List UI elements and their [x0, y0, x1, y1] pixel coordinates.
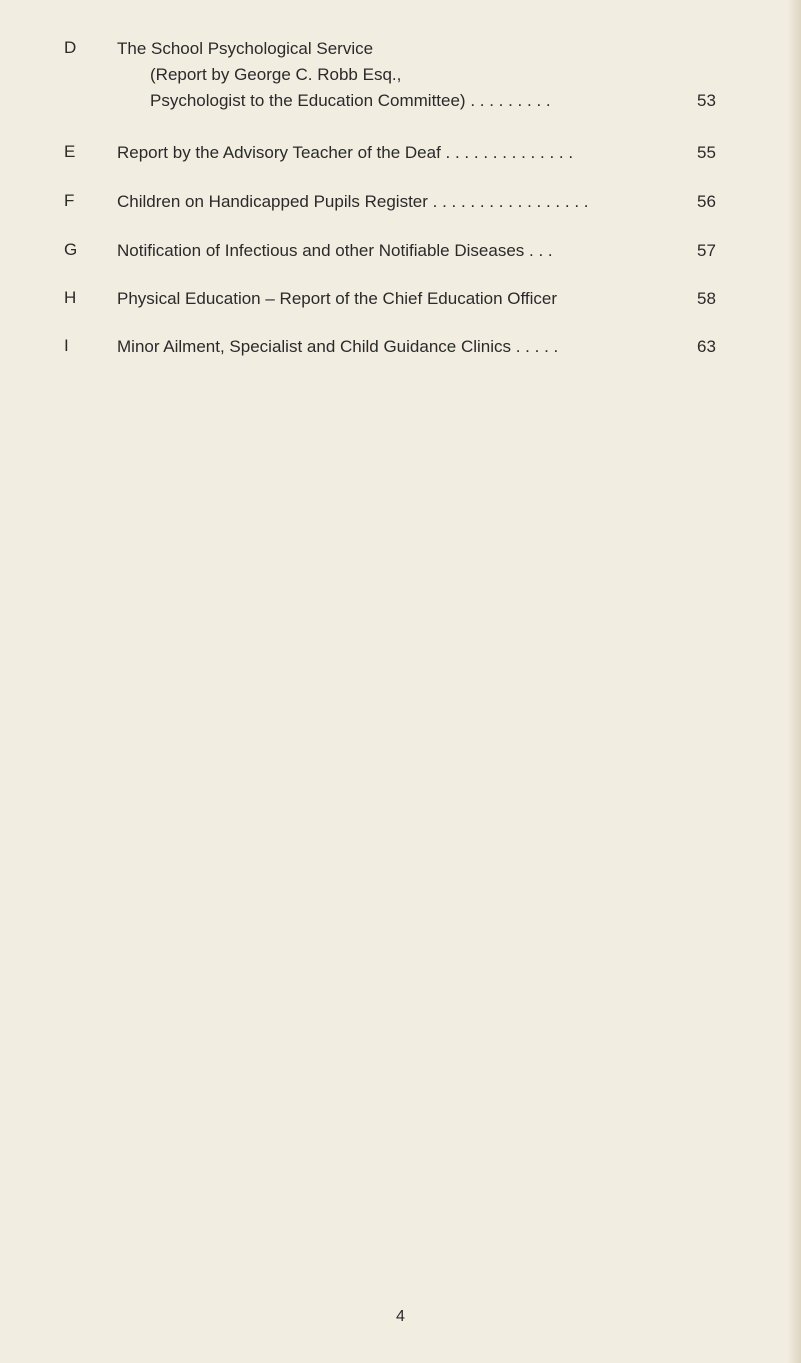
page-edge	[787, 0, 801, 1363]
entry-letter: G	[64, 240, 78, 259]
entry-title-line: Psychologist to the Education Committee) . . . . . . . . .	[150, 91, 551, 110]
entry-title	[117, 189, 657, 215]
entry-letter: F	[64, 191, 75, 210]
entry-page-number: 63	[697, 337, 716, 356]
entry-page-number: 58	[697, 289, 716, 308]
entry-title-line: Minor Ailment, Specialist and Child Guidance Clinics . . . . .	[117, 337, 559, 356]
entry-title-line: Report by the Advisory Teacher of the Deaf . . . . . . . . . . . . . .	[117, 143, 574, 162]
entry-title-line: The School Psychological Service	[117, 39, 374, 58]
entry-title	[117, 334, 657, 360]
page-number-footer: 4	[396, 1308, 405, 1325]
entry-page-number: 57	[697, 241, 716, 260]
entry-letter: E	[64, 142, 76, 161]
entry-title	[117, 36, 657, 114]
entry-title	[117, 238, 657, 264]
entry-title-line: Children on Handicapped Pupils Register . . . . . . . . . . . . . . . . .	[117, 192, 589, 211]
entry-letter: D	[64, 38, 77, 57]
entry-title	[117, 286, 657, 312]
entry-page-number: 56	[697, 192, 716, 211]
entry-title	[117, 140, 657, 166]
entry-letter: I	[64, 336, 69, 355]
entry-page-number: 53	[697, 91, 716, 110]
entry-page-number: 55	[697, 143, 716, 162]
entry-title-line: (Report by George C. Robb Esq.,	[150, 65, 402, 84]
entry-title-line: Notification of Infectious and other Notifiable Diseases . . .	[117, 241, 553, 260]
entry-title-line: Physical Education – Report of the Chief Education Officer	[117, 289, 558, 308]
entry-letter: H	[64, 288, 77, 307]
